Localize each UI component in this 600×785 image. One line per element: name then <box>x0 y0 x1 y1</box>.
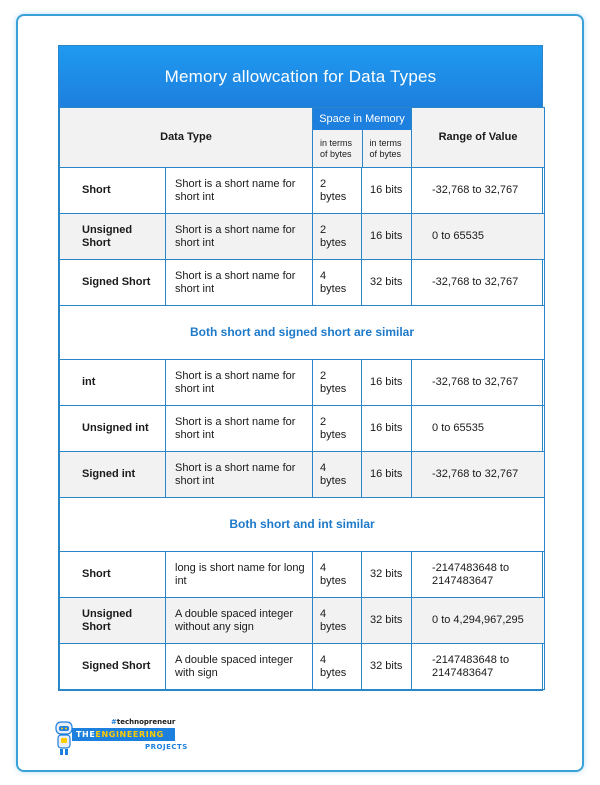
header-row <box>60 108 545 168</box>
engineering-projects-logo <box>48 718 188 758</box>
cell-range: 0 to 4,294,967,295 <box>412 598 545 644</box>
cell-range: 0 to 65535 <box>412 214 545 260</box>
cell-bits: 32 bits <box>362 260 412 306</box>
cell-name: Signed Short <box>60 260 166 306</box>
cell-desc: Short is a short name for short int <box>166 360 313 406</box>
table-row <box>60 260 545 306</box>
table-row <box>60 168 545 214</box>
logo-tagline: #technopreneur <box>111 718 176 726</box>
cell-range: -32,768 to 32,767 <box>412 360 545 406</box>
cell-name: Short <box>60 168 166 214</box>
logo-band: THE ENGINEERING <box>72 728 175 741</box>
cell-desc: A double spaced integer without any sign <box>166 598 313 644</box>
cell-range: -2147483648 to 2147483647 <box>412 644 545 690</box>
cell-bits: 16 bits <box>362 452 412 498</box>
cell-range: -2147483648 to 2147483647 <box>412 552 545 598</box>
header-bits: in terms of bytes <box>362 130 412 167</box>
cell-desc: Short is a short name for short int <box>166 168 313 214</box>
cell-name: int <box>60 360 166 406</box>
table-row <box>60 452 545 498</box>
note-row <box>60 498 545 552</box>
cell-bytes: 4 bytes <box>313 552 362 598</box>
cell-bytes: 2 bytes <box>313 214 362 260</box>
table-row <box>60 406 545 452</box>
cell-bytes: 4 bytes <box>313 260 362 306</box>
note-short-signed: Both short and signed short are similar <box>60 306 545 360</box>
cell-bytes: 4 bytes <box>313 644 362 690</box>
cell-desc: long is short name for long int <box>166 552 313 598</box>
cell-desc: Short is a short name for short int <box>166 406 313 452</box>
cell-range: 0 to 65535 <box>412 406 545 452</box>
note-row <box>60 306 545 360</box>
table-row <box>60 552 545 598</box>
cell-desc: Short is a short name for short int <box>166 260 313 306</box>
cell-range: -32,768 to 32,767 <box>412 168 545 214</box>
cell-bits: 32 bits <box>362 644 412 690</box>
table-row <box>60 360 545 406</box>
table-title: Memory allowcation for Data Types <box>59 46 542 107</box>
cell-bytes: 4 bytes <box>313 598 362 644</box>
cell-bits: 16 bits <box>362 168 412 214</box>
header-space <box>313 108 412 168</box>
cell-desc: A double spaced integer with sign <box>166 644 313 690</box>
header-space-sub <box>313 130 411 167</box>
cell-bytes: 2 bytes <box>313 168 362 214</box>
table-row <box>60 598 545 644</box>
cell-desc: Short is a short name for short int <box>166 214 313 260</box>
header-range: Range of Value <box>412 108 545 168</box>
cell-bits: 16 bits <box>362 214 412 260</box>
cell-bits: 32 bits <box>362 598 412 644</box>
cell-name: Signed Short <box>60 644 166 690</box>
cell-name: Short <box>60 552 166 598</box>
cell-bytes: 4 bytes <box>313 452 362 498</box>
cell-range: -32,768 to 32,767 <box>412 452 545 498</box>
cell-name: Unsigned int <box>60 406 166 452</box>
cell-range: -32,768 to 32,767 <box>412 260 545 306</box>
note-short-int: Both short and int similar <box>60 498 545 552</box>
header-space-in-memory: Space in Memory <box>313 108 411 130</box>
logo-projects: PROJECTS <box>145 743 188 751</box>
header-bytes: in terms of bytes <box>320 137 353 159</box>
table-row <box>60 644 545 690</box>
cell-name: Signed int <box>60 452 166 498</box>
data-types-card <box>58 45 543 691</box>
cell-bytes: 2 bytes <box>313 406 362 452</box>
cell-bits: 16 bits <box>362 406 412 452</box>
table-row <box>60 214 545 260</box>
cell-bits: 32 bits <box>362 552 412 598</box>
cell-desc: Short is a short name for short int <box>166 452 313 498</box>
cell-bytes: 2 bytes <box>313 360 362 406</box>
cell-name: Unsigned Short <box>60 598 166 644</box>
header-data-type: Data Type <box>60 108 313 168</box>
memory-table <box>59 107 545 690</box>
cell-name: Unsigned Short <box>60 214 166 260</box>
cell-bits: 16 bits <box>362 360 412 406</box>
